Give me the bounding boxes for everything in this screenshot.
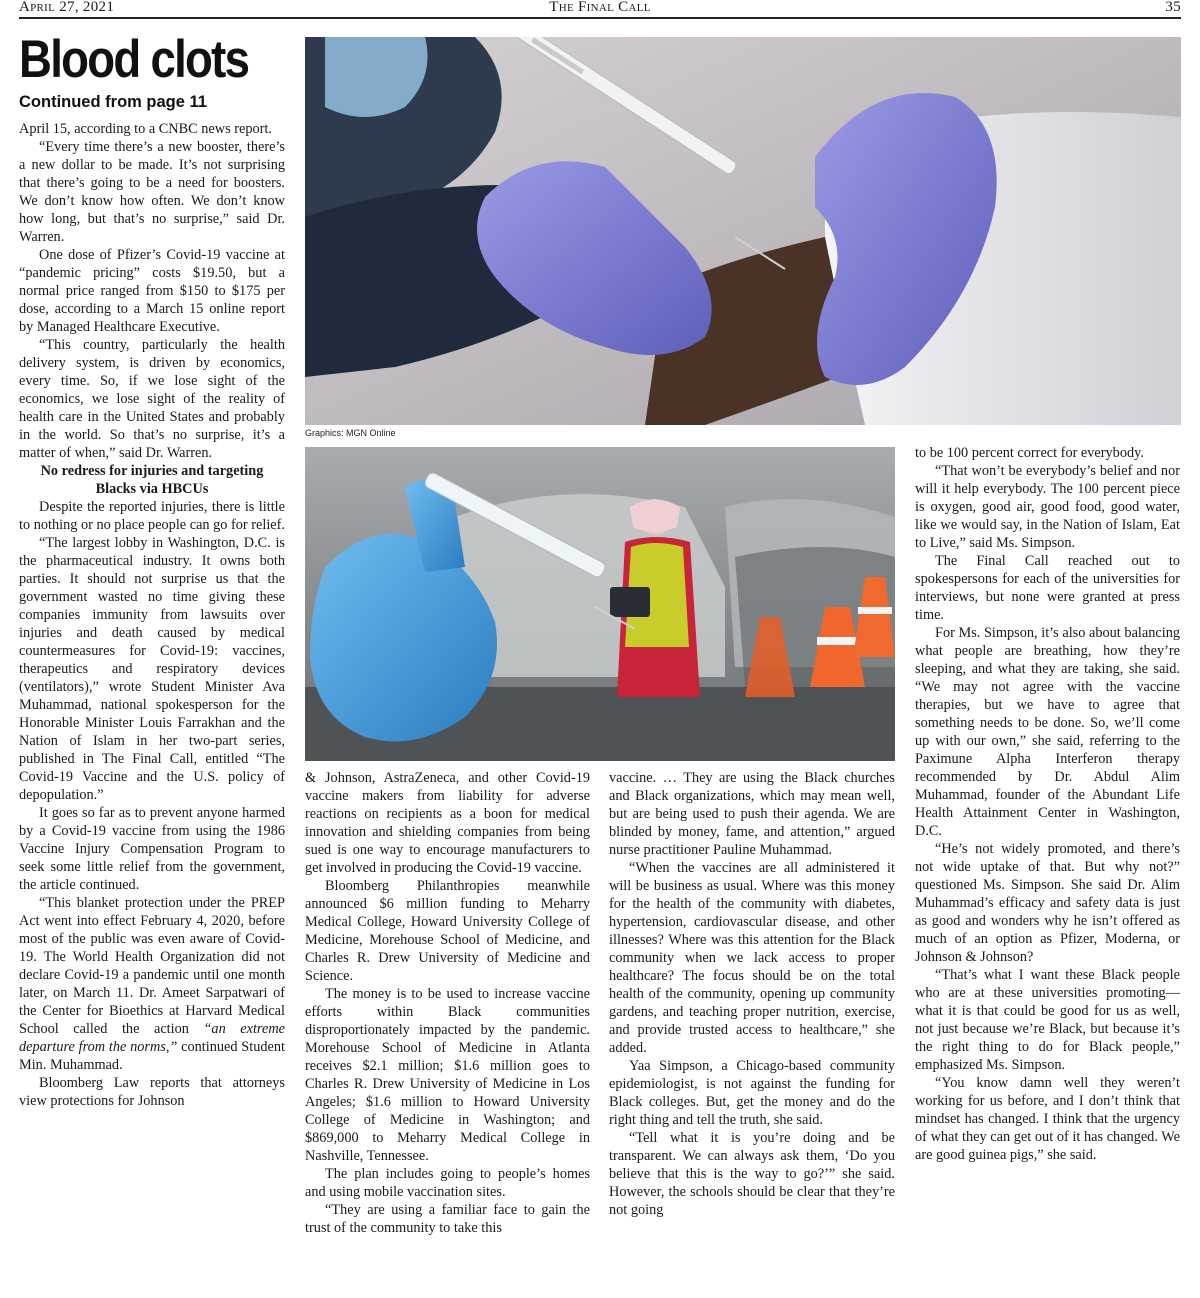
photo-credit: Graphics: MGN Online — [305, 428, 396, 438]
paragraph: Bloomberg Philanthropies meanwhile announced $6 million funding to Meharry Medical College, Howard University College of Medicine, Morehouse School of Medicine, and Charles R. Drew University of Medicine and Science. — [305, 878, 590, 984]
paragraph: “The largest lobby in Washington, D.C. is the pharmaceutical industry. It owns both parties. It should not surprise us that the government wasted no time giving these companies immunity from lawsuits over injuries and death caused by medical countermeasures for Covid-19: vaccines, therapeutics and respiratory devices (ventilators),” wrote Student Minister Ava Muhammad, national spokesperson for the Honorable Minister Louis Farrakhan and the Nation of Islam in her two-part series, published in The Final Call, entitled “The Covid-19 Vaccine and the U.S. policy of depopulation.” — [19, 535, 285, 803]
article-column-4 — [915, 444, 1180, 1164]
paragraph: For Ms. Simpson, it’s also about balancing what people are breathing, how they’re sleeping, and what they are taking, she said. “We may not agree with the vaccine therapies, but we have to agree that something needs to be done. So, we’ll come up with our own,” she said, referring to the Paximune Alpha Interferon therapy recommended by Dr. Abdul Alim Muhammad, founder of the Abundant Life Health Attainment Center in Washington, D.C. — [915, 625, 1180, 839]
paragraph: The plan includes going to people’s homes and using mobile vaccination sites. — [305, 1166, 590, 1200]
paragraph: to be 100 percent correct for everybody. — [915, 445, 1144, 461]
article-headline: Blood clots — [19, 30, 249, 89]
drive-through-vaccination-photo — [305, 447, 895, 761]
paragraph: Despite the reported injuries, there is little to nothing or no place people can go for relief. — [19, 499, 285, 533]
paragraph: “Every time there’s a new booster, there’s a new dollar to be made. It’s not surprising that there’s going to be a need for boosters. We don’t know how often. We don’t know how long, but that’s no surprise,” said Dr. Warren. — [19, 139, 285, 245]
paragraph: Yaa Simpson, a Chicago-based community epidemiologist, is not against the funding for Black colleges. But, get the money and do the right thing and tell the truth, she said. — [609, 1058, 895, 1128]
paragraph: “He’s not widely promoted, and there’s not wide uptake of that. But why not?” questioned Ms. Simpson. She said Dr. Alim Muhammad’s efficacy and safety data is just as good and wonders why he isn’t offered as much of an option as Pfizer, Moderna, or Johnson & Johnson? — [915, 841, 1180, 965]
paragraph: “Tell what it is you’re doing and be transparent. We can always ask them, ‘Do you believe that this is the way to go?’” she said. However, the schools should be clear that they’re not going — [609, 1130, 895, 1218]
paragraph: “That won’t be everybody’s belief and nor will it help everybody. The 100 percent piece is oxygen, good air, good food, good water, like we would say, in the Nation of Islam, Eat to Live,” said Ms. Simpson. — [915, 463, 1180, 551]
paragraph: One dose of Pfizer’s Covid-19 vaccine at “pandemic pricing” costs $19.50, but a normal price ranged from $150 to $175 per dose, according to a March 15 online report by Managed Healthcare Executive. — [19, 247, 285, 335]
paragraph: “They are using a familiar face to gain the trust of the community to take this — [305, 1202, 590, 1236]
paragraph-text: “This blanket protection under the PREP Act went into effect February 4, 2020, before most of the public was even aware of Covid-19. The World Health Organization did not declare Covid-19 a pandemic until one month later, on March 11. Dr. Ameet Sarpatwari of the Center for Bioethics at Harvard Medical School called the action — [19, 895, 285, 1037]
paragraph: The Final Call reached out to spokespersons for each of the universities for interviews, but none were granted at press time. — [915, 553, 1180, 623]
continued-from-line: Continued from page 11 — [19, 93, 207, 111]
paragraph: Bloomberg Law reports that attorneys view protections for Johnson — [19, 1075, 285, 1109]
italic-quote: “an extreme departure from the norms,” — [19, 1021, 285, 1055]
paragraph: “This country, particularly the health delivery system, is driven by economics, every time. So, if we lose sight of the economics, we lose sight of the reality of health care in the United States and probably in the world. So that’s no surprise, it’s a matter of when,” said Dr. Warren. — [19, 337, 285, 461]
vaccine-injection-illustration — [305, 37, 1181, 425]
drive-through-illustration — [305, 447, 895, 761]
page-number: 35 — [1165, 0, 1181, 15]
section-subhead: No redress for injuries and targeting Blacks via HBCUs — [40, 463, 264, 497]
article-column-1 — [19, 120, 285, 1110]
publication-name: The Final Call — [549, 0, 651, 15]
paragraph: It goes so far as to prevent anyone harmed by a Covid-19 vaccine from using the 1986 Vaccine Injury Compensation Program to seek some little relief from the government, the article continued. — [19, 805, 285, 893]
paragraph: “You know damn well they weren’t working for us before, and I don’t think that mindset has changed. I think that the urgency of what they can get out of it has changed. We are good guinea pigs,” she said. — [915, 1075, 1180, 1163]
page-header — [19, 0, 1181, 19]
vaccine-injection-photo — [305, 37, 1181, 425]
paragraph: vaccine. … They are using the Black churches and Black organizations, which may mean well, but are being used to push their agenda. We are blinded by money, fame, and attention,” argued nurse practitioner Pauline Muhammad. — [609, 770, 895, 858]
article-column-3 — [609, 769, 895, 1219]
paragraph: The money is to be used to increase vaccine efforts within Black communities disproportionately impacted by the pandemic. Morehouse School of Medicine in Atlanta receives $2.1 million; $1.6 million goes to Charles R. Drew University of Medicine in Los Angeles; $1.6 million to Howard University College of Medicine in Washington; and $869,000 to Meharry Medical College in Nashville, Tennessee. — [305, 986, 590, 1164]
paragraph: “When the vaccines are all administered it will be business as usual. Where was this money for the health of the community with diabetes, hypertension, cardiovascular disease, and other illnesses? Where was this attention for the Black community when we lack access to proper healthcare? The focus should be on the total health of the community, opening up community gardens, and teaching proper nutrition, exercise, and provide trusted access to healthcare,” she added. — [609, 860, 895, 1056]
paragraph — [19, 894, 285, 1074]
paragraph: “That’s what I want these Black people who are at these universities promoting—what it is that could be good for us as well, not just because we’re Black, but because it’s the right thing to do for Black people,” emphasized Ms. Simpson. — [915, 967, 1180, 1073]
paragraph: & Johnson, AstraZeneca, and other Covid-19 vaccine makers from liability for adverse reactions on recipients as a boon for medical innovation and shielding companies from being sued is one way to encourage manufacturers to get involved in producing the Covid-19 vaccine. — [305, 770, 590, 876]
issue-date: April 27, 2021 — [19, 0, 115, 15]
paragraph-text: continued Student Min. Muhammad. — [19, 1039, 285, 1073]
article-column-2 — [305, 769, 590, 1237]
paragraph: April 15, according to a CNBC news report. — [19, 121, 272, 137]
